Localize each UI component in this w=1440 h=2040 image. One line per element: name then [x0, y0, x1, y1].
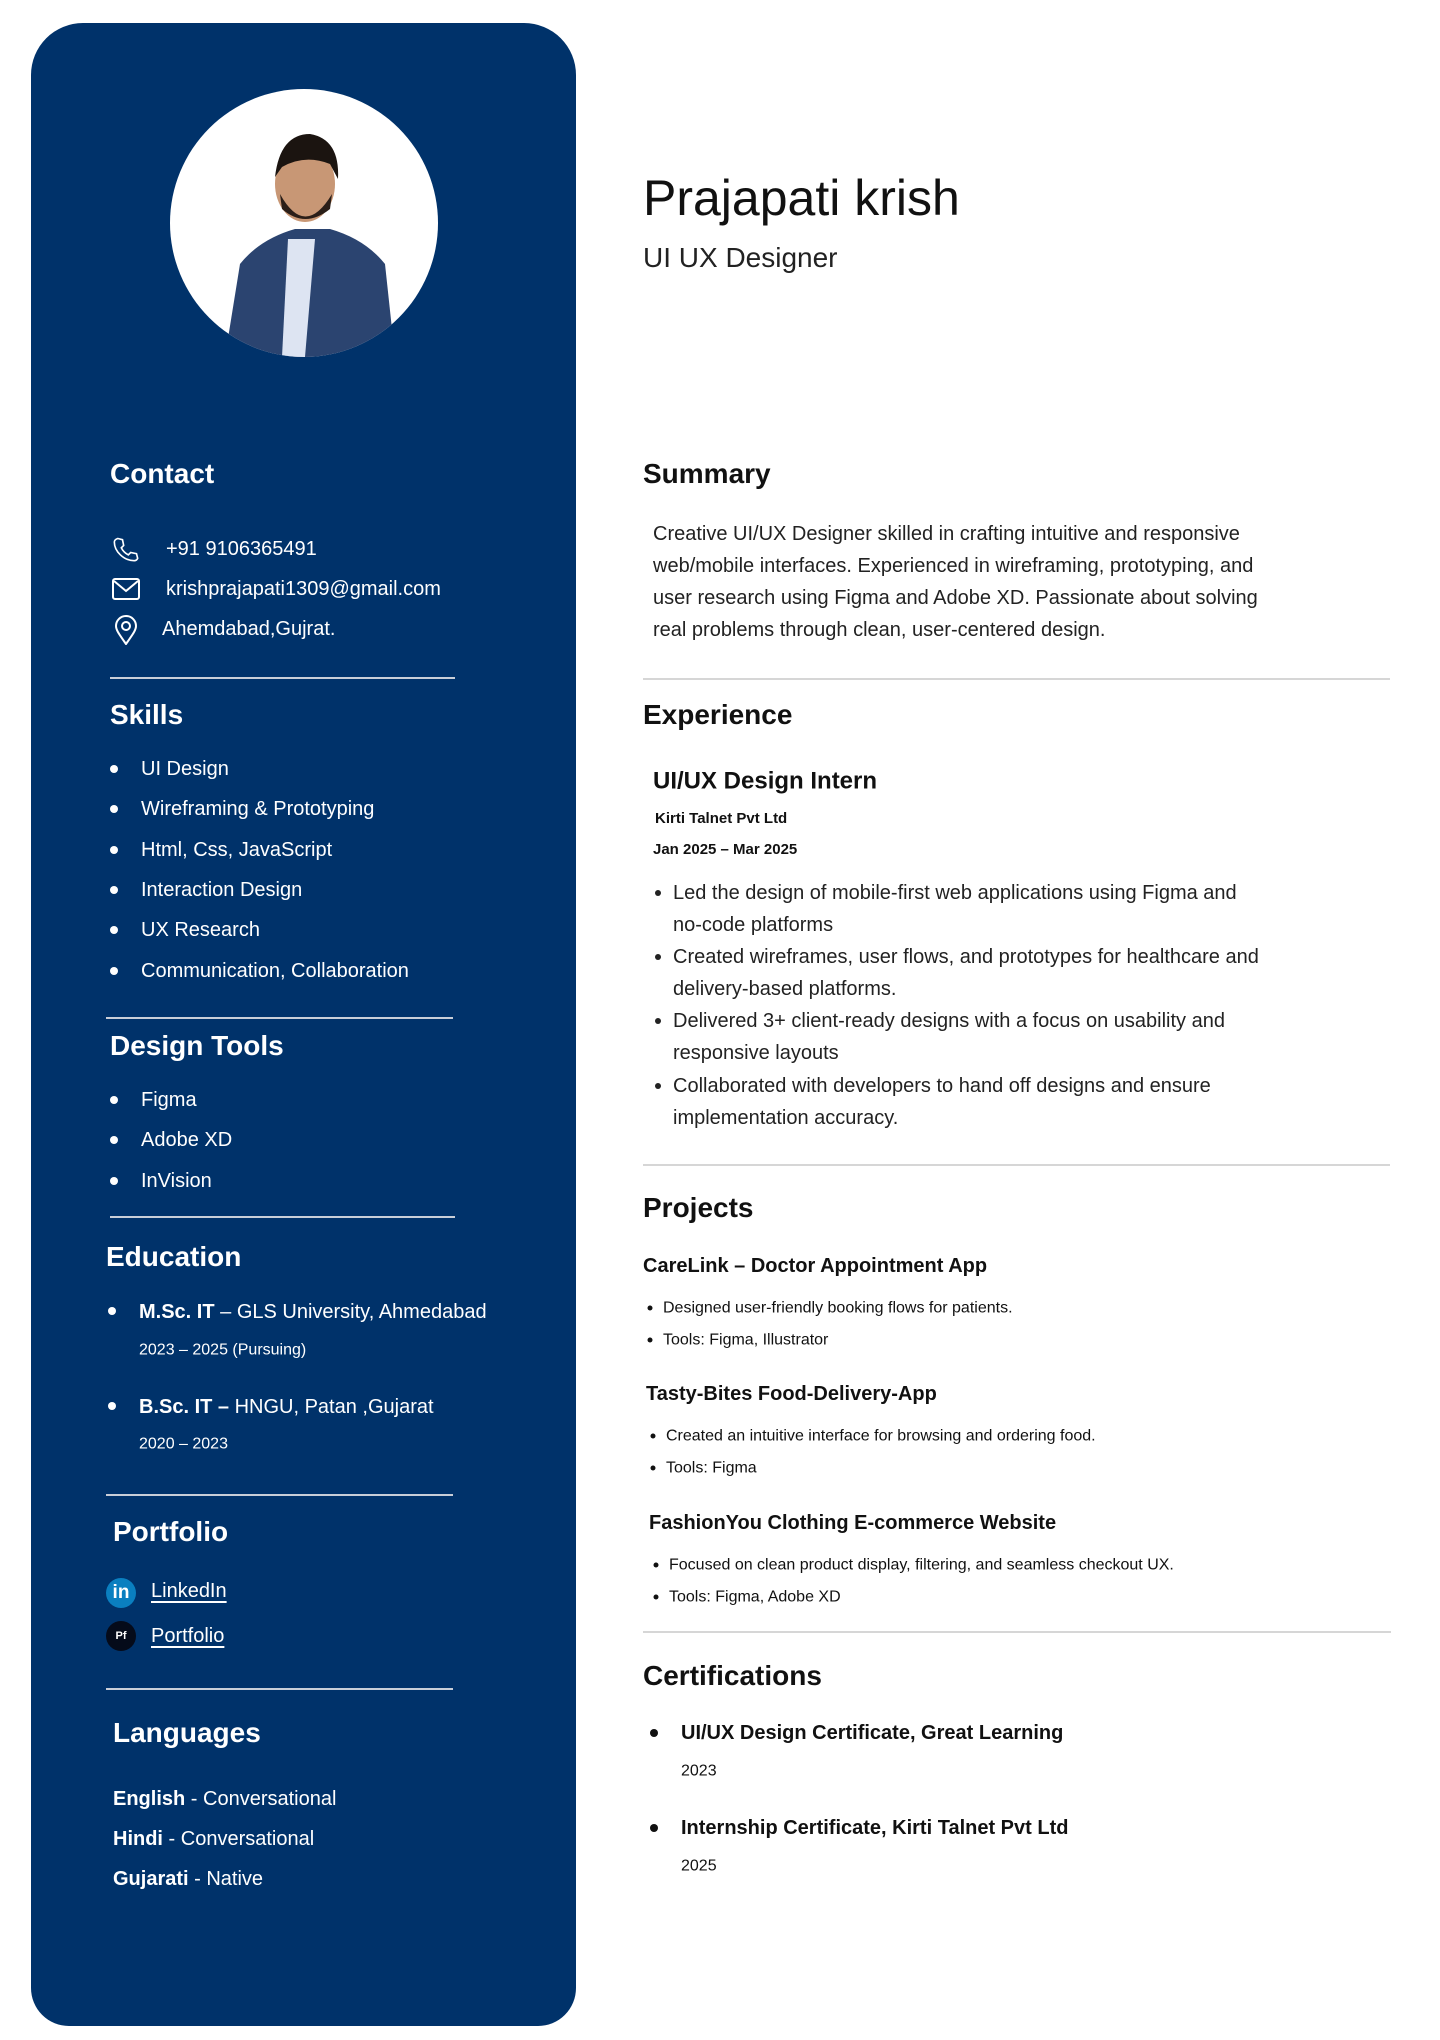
job-title: UI UX Designer	[643, 242, 838, 274]
divider	[643, 678, 1390, 680]
bullet	[110, 846, 118, 854]
experience-title: UI/UX Design Intern	[653, 767, 878, 795]
certificate-name: Internship Certificate, Kirti Talnet Pvt Ltd	[681, 1817, 1069, 1839]
bullet	[110, 765, 118, 773]
divider	[106, 1688, 453, 1690]
summary-line: Creative UI/UX Designer skilled in crafting intuitive and responsive	[653, 523, 1240, 545]
education-heading: Education	[106, 1241, 242, 1273]
project-bullet: Focused on clean product display, filtering, and seamless checkout UX.	[669, 1556, 1174, 1574]
divider	[110, 1216, 455, 1218]
skill-item: Interaction Design	[141, 879, 303, 901]
experience-bullet: Delivered 3+ client-ready designs with a focus on usability and	[673, 1010, 1225, 1032]
school: HNGU, Patan ,Gujarat	[229, 1396, 434, 1418]
portfolio-icon: Pf	[106, 1621, 136, 1651]
skill-item: Html, Css, JavaScript	[141, 839, 333, 861]
bullet	[655, 954, 661, 960]
profile-photo	[170, 89, 438, 357]
summary-line: user research using Figma and Adobe XD. Passionate about solving	[653, 587, 1258, 609]
language-name: Hindi	[113, 1828, 163, 1850]
bullet	[650, 1824, 658, 1832]
experience-bullet-cont: implementation accuracy.	[673, 1107, 899, 1129]
contact-email[interactable]: krishprajapati1309@gmail.com	[166, 578, 441, 600]
location-pin-icon	[114, 615, 138, 645]
candidate-name: Prajapati krish	[643, 170, 960, 226]
summary-line: web/mobile interfaces. Experienced in wireframing, prototyping, and	[653, 555, 1254, 577]
language-level: - Conversational	[163, 1828, 315, 1850]
school: – GLS University, Ahmedabad	[214, 1301, 487, 1323]
bullet	[650, 1729, 658, 1737]
certifications-heading: Certifications	[643, 1660, 822, 1692]
divider	[110, 677, 455, 679]
phone-icon	[112, 535, 140, 563]
divider	[106, 1017, 453, 1019]
language-name: Gujarati	[113, 1868, 189, 1890]
bullet	[110, 1096, 118, 1104]
bullet	[110, 805, 118, 813]
degree: M.Sc. IT	[139, 1301, 215, 1323]
bullet	[108, 1402, 116, 1410]
education-item	[139, 1395, 434, 1419]
project-title: Tasty-Bites Food-Delivery-App	[646, 1383, 937, 1405]
contact-phone[interactable]: +91 9106365491	[166, 538, 317, 560]
design-tools-heading: Design Tools	[110, 1030, 284, 1062]
experience-bullet: Led the design of mobile-first web applications using Figma and	[673, 882, 1237, 904]
project-bullet: Tools: Figma, Adobe XD	[669, 1588, 841, 1606]
language-item	[113, 1787, 336, 1811]
tool-item: InVision	[141, 1170, 212, 1192]
education-item	[139, 1300, 487, 1324]
language-item	[113, 1827, 314, 1851]
language-level: - Conversational	[185, 1788, 337, 1810]
bullet	[654, 1563, 659, 1568]
experience-company: Kirti Talnet Pvt Ltd	[655, 810, 788, 827]
bullet	[648, 1306, 653, 1311]
certificate-year: 2025	[681, 1857, 717, 1875]
bullet	[654, 1595, 659, 1600]
project-bullet: Designed user-friendly booking flows for patients.	[663, 1299, 1013, 1317]
experience-bullet-cont: no-code platforms	[673, 914, 834, 936]
education-years: 2023 – 2025 (Pursuing)	[139, 1341, 307, 1359]
summary-line: real problems through clean, user-centered design.	[653, 619, 1106, 641]
language-item	[113, 1867, 263, 1891]
project-title: CareLink – Doctor Appointment App	[643, 1255, 988, 1277]
linkedin-icon: in	[106, 1578, 136, 1608]
bullet	[651, 1466, 656, 1471]
bullet	[655, 1083, 661, 1089]
tool-item: Adobe XD	[141, 1129, 233, 1151]
skill-item: UX Research	[141, 919, 260, 941]
divider	[643, 1631, 1391, 1633]
bullet	[648, 1338, 653, 1343]
project-bullet: Tools: Figma, Illustrator	[663, 1331, 829, 1349]
education-years: 2020 – 2023	[139, 1435, 228, 1453]
projects-heading: Projects	[643, 1192, 754, 1224]
divider	[106, 1494, 453, 1496]
language-level: - Native	[188, 1868, 264, 1890]
experience-bullet-cont: delivery-based platforms.	[673, 978, 897, 1000]
language-name: English	[113, 1788, 186, 1810]
skill-item: Wireframing & Prototyping	[141, 798, 375, 820]
experience-bullet-cont: responsive layouts	[673, 1042, 839, 1064]
bullet	[655, 890, 661, 896]
bullet	[110, 967, 118, 975]
contact-location: Ahemdabad,Gujrat.	[162, 618, 336, 640]
certificate-name: UI/UX Design Certificate, Great Learning	[681, 1722, 1064, 1744]
skill-item: Communication, Collaboration	[141, 960, 409, 982]
contact-heading: Contact	[110, 458, 215, 490]
divider	[643, 1164, 1390, 1166]
degree: B.Sc. IT –	[139, 1396, 230, 1418]
summary-heading: Summary	[643, 458, 771, 490]
skills-heading: Skills	[110, 699, 184, 731]
tool-item: Figma	[141, 1089, 197, 1111]
experience-bullet: Collaborated with developers to hand off designs and ensure	[673, 1075, 1211, 1097]
project-bullet: Created an intuitive interface for browsing and ordering food.	[666, 1427, 1096, 1445]
certificate-year: 2023	[681, 1762, 717, 1780]
project-bullet: Tools: Figma	[666, 1459, 757, 1477]
portfolio-heading: Portfolio	[113, 1516, 229, 1548]
bullet	[651, 1434, 656, 1439]
email-icon	[112, 578, 140, 600]
skill-item: UI Design	[141, 758, 229, 780]
bullet	[655, 1018, 661, 1024]
project-title: FashionYou Clothing E-commerce Website	[649, 1512, 1057, 1534]
bullet	[110, 1177, 118, 1185]
bullet	[110, 886, 118, 894]
bullet	[110, 1136, 118, 1144]
experience-heading: Experience	[643, 699, 793, 731]
languages-heading: Languages	[113, 1717, 261, 1749]
bullet	[110, 926, 118, 934]
experience-bullet: Created wireframes, user flows, and prototypes for healthcare and	[673, 946, 1259, 968]
bullet	[108, 1307, 116, 1315]
portfolio-link[interactable]: Portfolio	[151, 1625, 225, 1647]
linkedin-link[interactable]: LinkedIn	[151, 1580, 227, 1602]
experience-dates: Jan 2025 – Mar 2025	[653, 841, 798, 858]
